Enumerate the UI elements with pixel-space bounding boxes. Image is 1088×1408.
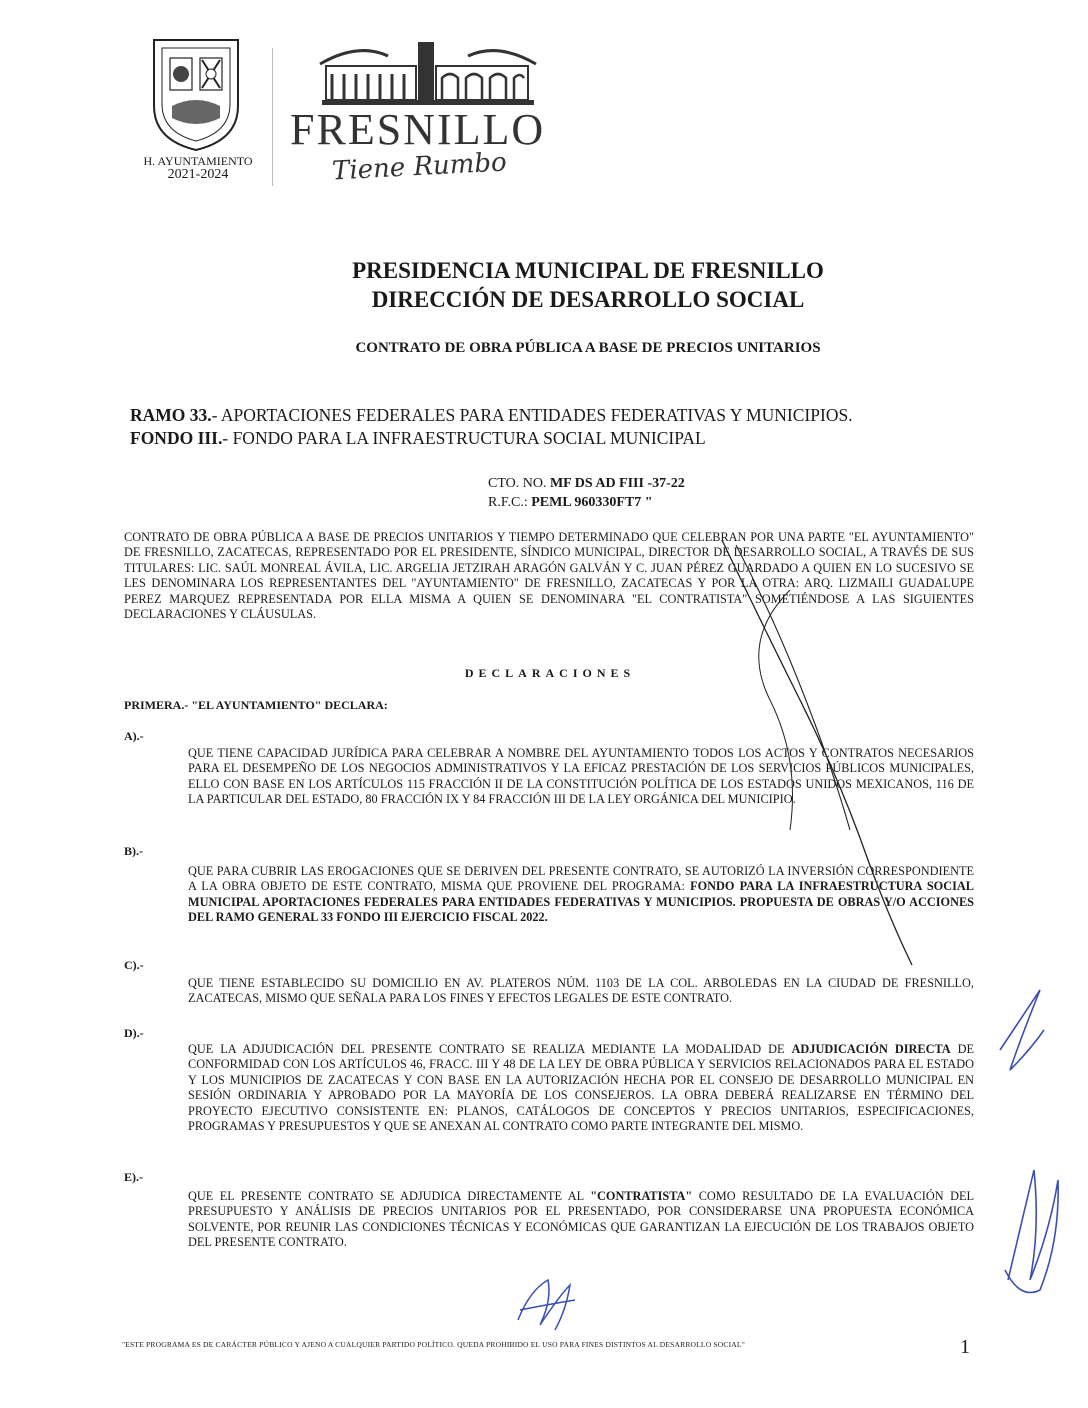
document-title-line2: DIRECCIÓN DE DESARROLLO SOCIAL bbox=[371, 287, 805, 312]
contract-number bbox=[488, 476, 685, 492]
brand-slogan: Tiene Rumbo bbox=[331, 147, 508, 187]
fresnillo-skyline-logo bbox=[318, 38, 538, 108]
section-e-text-b: COMO RESULTADO DE LA EVALUACIÓN DEL PRESUPUESTO Y ANÁLISIS DE PRECIOS UNITARIOS POR EL PRESENTADO, POR CONSIDERARSE UNA PROPUESTA ECONÓMICA SOLVENTE, POR REUNIR LAS CONDICIONES TÉCNICAS Y ECONÓMICAS QUE GARANTIZAN LA EJECUCIÓN DE LOS TRABAJOS OBJETO DEL PRESENTE CONTRATO. bbox=[188, 1189, 974, 1250]
footer-disclaimer: "ESTE PROGRAMA ES DE CARÁCTER PÚBLICO Y AJENO A CUALQUIER PARTIDO POLÍTICO. QUEDA PROHIBIDO EL USO PARA FINES DISTINTOS AL DESARROLLO SOCIAL" bbox=[122, 1340, 745, 1349]
ayuntamiento-years: 2021-2024 bbox=[167, 167, 229, 182]
section-d-text-a: QUE LA ADJUDICACIÓN DEL PRESENTE CONTRATO SE REALIZA MEDIANTE LA MODALIDAD DE bbox=[188, 1042, 792, 1056]
section-e-text-a: QUE EL PRESENTE CONTRATO SE ADJUDICA DIRECTAMENTE AL bbox=[188, 1189, 591, 1203]
section-a-label: A).- bbox=[124, 729, 144, 743]
primera-declaration-heading: PRIMERA.- "EL AYUNTAMIENTO" DECLARA: bbox=[124, 698, 388, 712]
ramo-text: - APORTACIONES FEDERALES PARA ENTIDADES FEDERATIVAS Y MUNICIPIOS. bbox=[211, 405, 853, 425]
declaraciones-heading: DECLARACIONES bbox=[464, 666, 636, 680]
section-c-label: C).- bbox=[124, 958, 144, 972]
section-e-bold: "CONTRATISTA" bbox=[590, 1189, 693, 1203]
contract-intro-paragraph: CONTRATO DE OBRA PÚBLICA A BASE DE PRECIOS UNITARIOS Y TIEMPO DETERMINADO QUE CELEBRAN POR UNA PARTE "EL AYUNTAMIENTO" DE FRESNILLO, ZACATECAS, REPRESENTADO POR EL PRESIDENTE, SÍNDICO MUNICIPAL, DIRECTOR DE DESARROLLO SOCIAL, A TRAVÉS DE SUS TITULARES: LIC. SAÚL MONREAL ÁVILA, LIC. ARGELIA JETZIRAH ARAGÓN GALVÁN Y C. JUAN PÉREZ GUARDADO A QUIEN EN LO SUCESIVO SE LES DENOMINARA LOS REPRESENTANTES DEL "AYUNTAMIENTO" DE FRESNILLO, ZACATECAS Y POR LA OTRA: ARQ. LIZMAILI GUADALUPE PEREZ MARQUEZ REPRESENTADA POR ELLA MISMA A QUIEN SE DENOMINARA "EL CONTRATISTA" SOMETIÉNDOSE A LAS SIGUIENTES DECLARACIONES Y CLÁUSULAS. bbox=[124, 530, 974, 622]
section-d-bold: ADJUDICACIÓN DIRECTA bbox=[791, 1042, 951, 1056]
section-b-text bbox=[188, 864, 974, 926]
section-e-text bbox=[188, 1189, 974, 1251]
fondo-text: - FONDO PARA LA INFRAESTRUCTURA SOCIAL MUNICIPAL bbox=[222, 428, 706, 448]
section-b-plain: QUE PARA CUBRIR LAS EROGACIONES QUE SE DERIVEN DEL PRESENTE CONTRATO, SE AUTORIZÓ LA INVERSIÓN CORRESPONDIENTE A LA OBRA OBJETO DE ESTE CONTRATO, MISMA QUE PROVIENE DEL PROGRAMA: bbox=[188, 864, 974, 894]
ayuntamiento-label: H. AYUNTAMIENTO bbox=[143, 154, 253, 168]
section-b-bold: FONDO PARA LA INFRAESTRUCTURA SOCIAL MUNICIPAL APORTACIONES FEDERALES PARA ENTIDADES FEDERATIVAS Y MUNICIPIOS. PROPUESTA DE OBRAS Y/O ACCIONES DEL RAMO GENERAL 33 FONDO III EJERCICIO FISCAL 2022. bbox=[188, 879, 974, 925]
section-d-text bbox=[188, 1042, 974, 1134]
rfc-line bbox=[488, 495, 653, 511]
header-divider bbox=[272, 48, 273, 186]
signature-right-bottom bbox=[1005, 1170, 1058, 1293]
section-e-label: E).- bbox=[124, 1170, 143, 1184]
section-d-text-b: DE CONFORMIDAD CON LOS ARTÍCULOS 46, FRACC. III Y 48 DE LA LEY DE OBRA PÚBLICA Y SERVICIOS RELACIONADOS PARA EL ESTADO Y LOS MUNICIPIOS DE ZACATECAS Y CON BASE EN LA AUTORIZACIÓN HECHA POR EL CONSEJO DE DESARROLLO MUNICIPAL EN SESIÓN ORDINARIA Y APROBADO POR LA MAYORÍA DE LOS CONSEJEROS. LA OBRA DEBERÁ REALIZARSE EN TÉRMINO DEL PROYECTO EJECUTIVO CONSISTENTE EN: PLANOS, CATÁLOGOS DE CONCEPTOS Y PRECIOS UNITARIOS, ESPECIFICACIONES, PROGRAMAS Y PRESUPUESTOS Y QUE SE ANEXAN AL CONTRATO COMO PARTE INTEGRANTE DEL MISMO. bbox=[188, 1042, 975, 1134]
section-d-label: D).- bbox=[124, 1026, 144, 1040]
brand-name: FRESNILLO bbox=[290, 105, 546, 154]
ayuntamiento-caption bbox=[128, 154, 268, 182]
section-b-label: B).- bbox=[124, 844, 143, 858]
fondo-label: FONDO III. bbox=[130, 428, 223, 448]
document-subtitle: CONTRATO DE OBRA PÚBLICA A BASE DE PRECIOS UNITARIOS bbox=[355, 340, 821, 356]
municipal-seal-logo bbox=[148, 36, 244, 152]
fondo-line bbox=[130, 428, 706, 449]
rfc-value: PEML 960330FT7 " bbox=[531, 495, 653, 510]
signature-right-top bbox=[1000, 990, 1044, 1070]
contract-number-value: MF DS AD FIII -37-22 bbox=[549, 476, 685, 491]
ramo-label: RAMO 33. bbox=[130, 405, 212, 425]
signature-bottom-center bbox=[518, 1280, 575, 1330]
page-number: 1 bbox=[960, 1336, 970, 1358]
rfc-label: R.F.C.: bbox=[488, 495, 532, 510]
section-c-text: QUE TIENE ESTABLECIDO SU DOMICILIO EN AV. PLATEROS NÚM. 1103 DE LA COL. ARBOLEDAS EN LA CIUDAD DE FRESNILLO, ZACATECAS, MISMO QUE SEÑALA PARA LOS FINES Y EFECTOS LEGALES DE ESTE CONTRATO. bbox=[188, 976, 974, 1006]
section-a-text: QUE TIENE CAPACIDAD JURÍDICA PARA CELEBRAR A NOMBRE DEL AYUNTAMIENTO TODOS LOS ACTOS Y CONTRATOS NECESARIOS PARA EL DESEMPEÑO DE LOS NEGOCIOS ADMINISTRATIVOS Y LA EFICAZ PRESTACIÓN DE LOS SERVICIOS PÚBLICOS MUNICIPALES, ELLO CON BASE EN LOS ARTÍCULOS 115 FRACCIÓN II DE LA CONSTITUCIÓN POLÍTICA DE LOS ESTADOS UNIDOS MEXICANOS, 116 DE LA PARTICULAR DEL ESTADO, 80 FRACCIÓN IX Y 84 FRACCIÓN III DE LA LEY ORGÁNICA DEL MUNICIPIO. bbox=[188, 746, 974, 807]
contract-number-label: CTO. NO. bbox=[488, 476, 550, 491]
ramo-line bbox=[130, 405, 853, 426]
document-title-line1: PRESIDENCIA MUNICIPAL DE FRESNILLO bbox=[352, 258, 824, 283]
